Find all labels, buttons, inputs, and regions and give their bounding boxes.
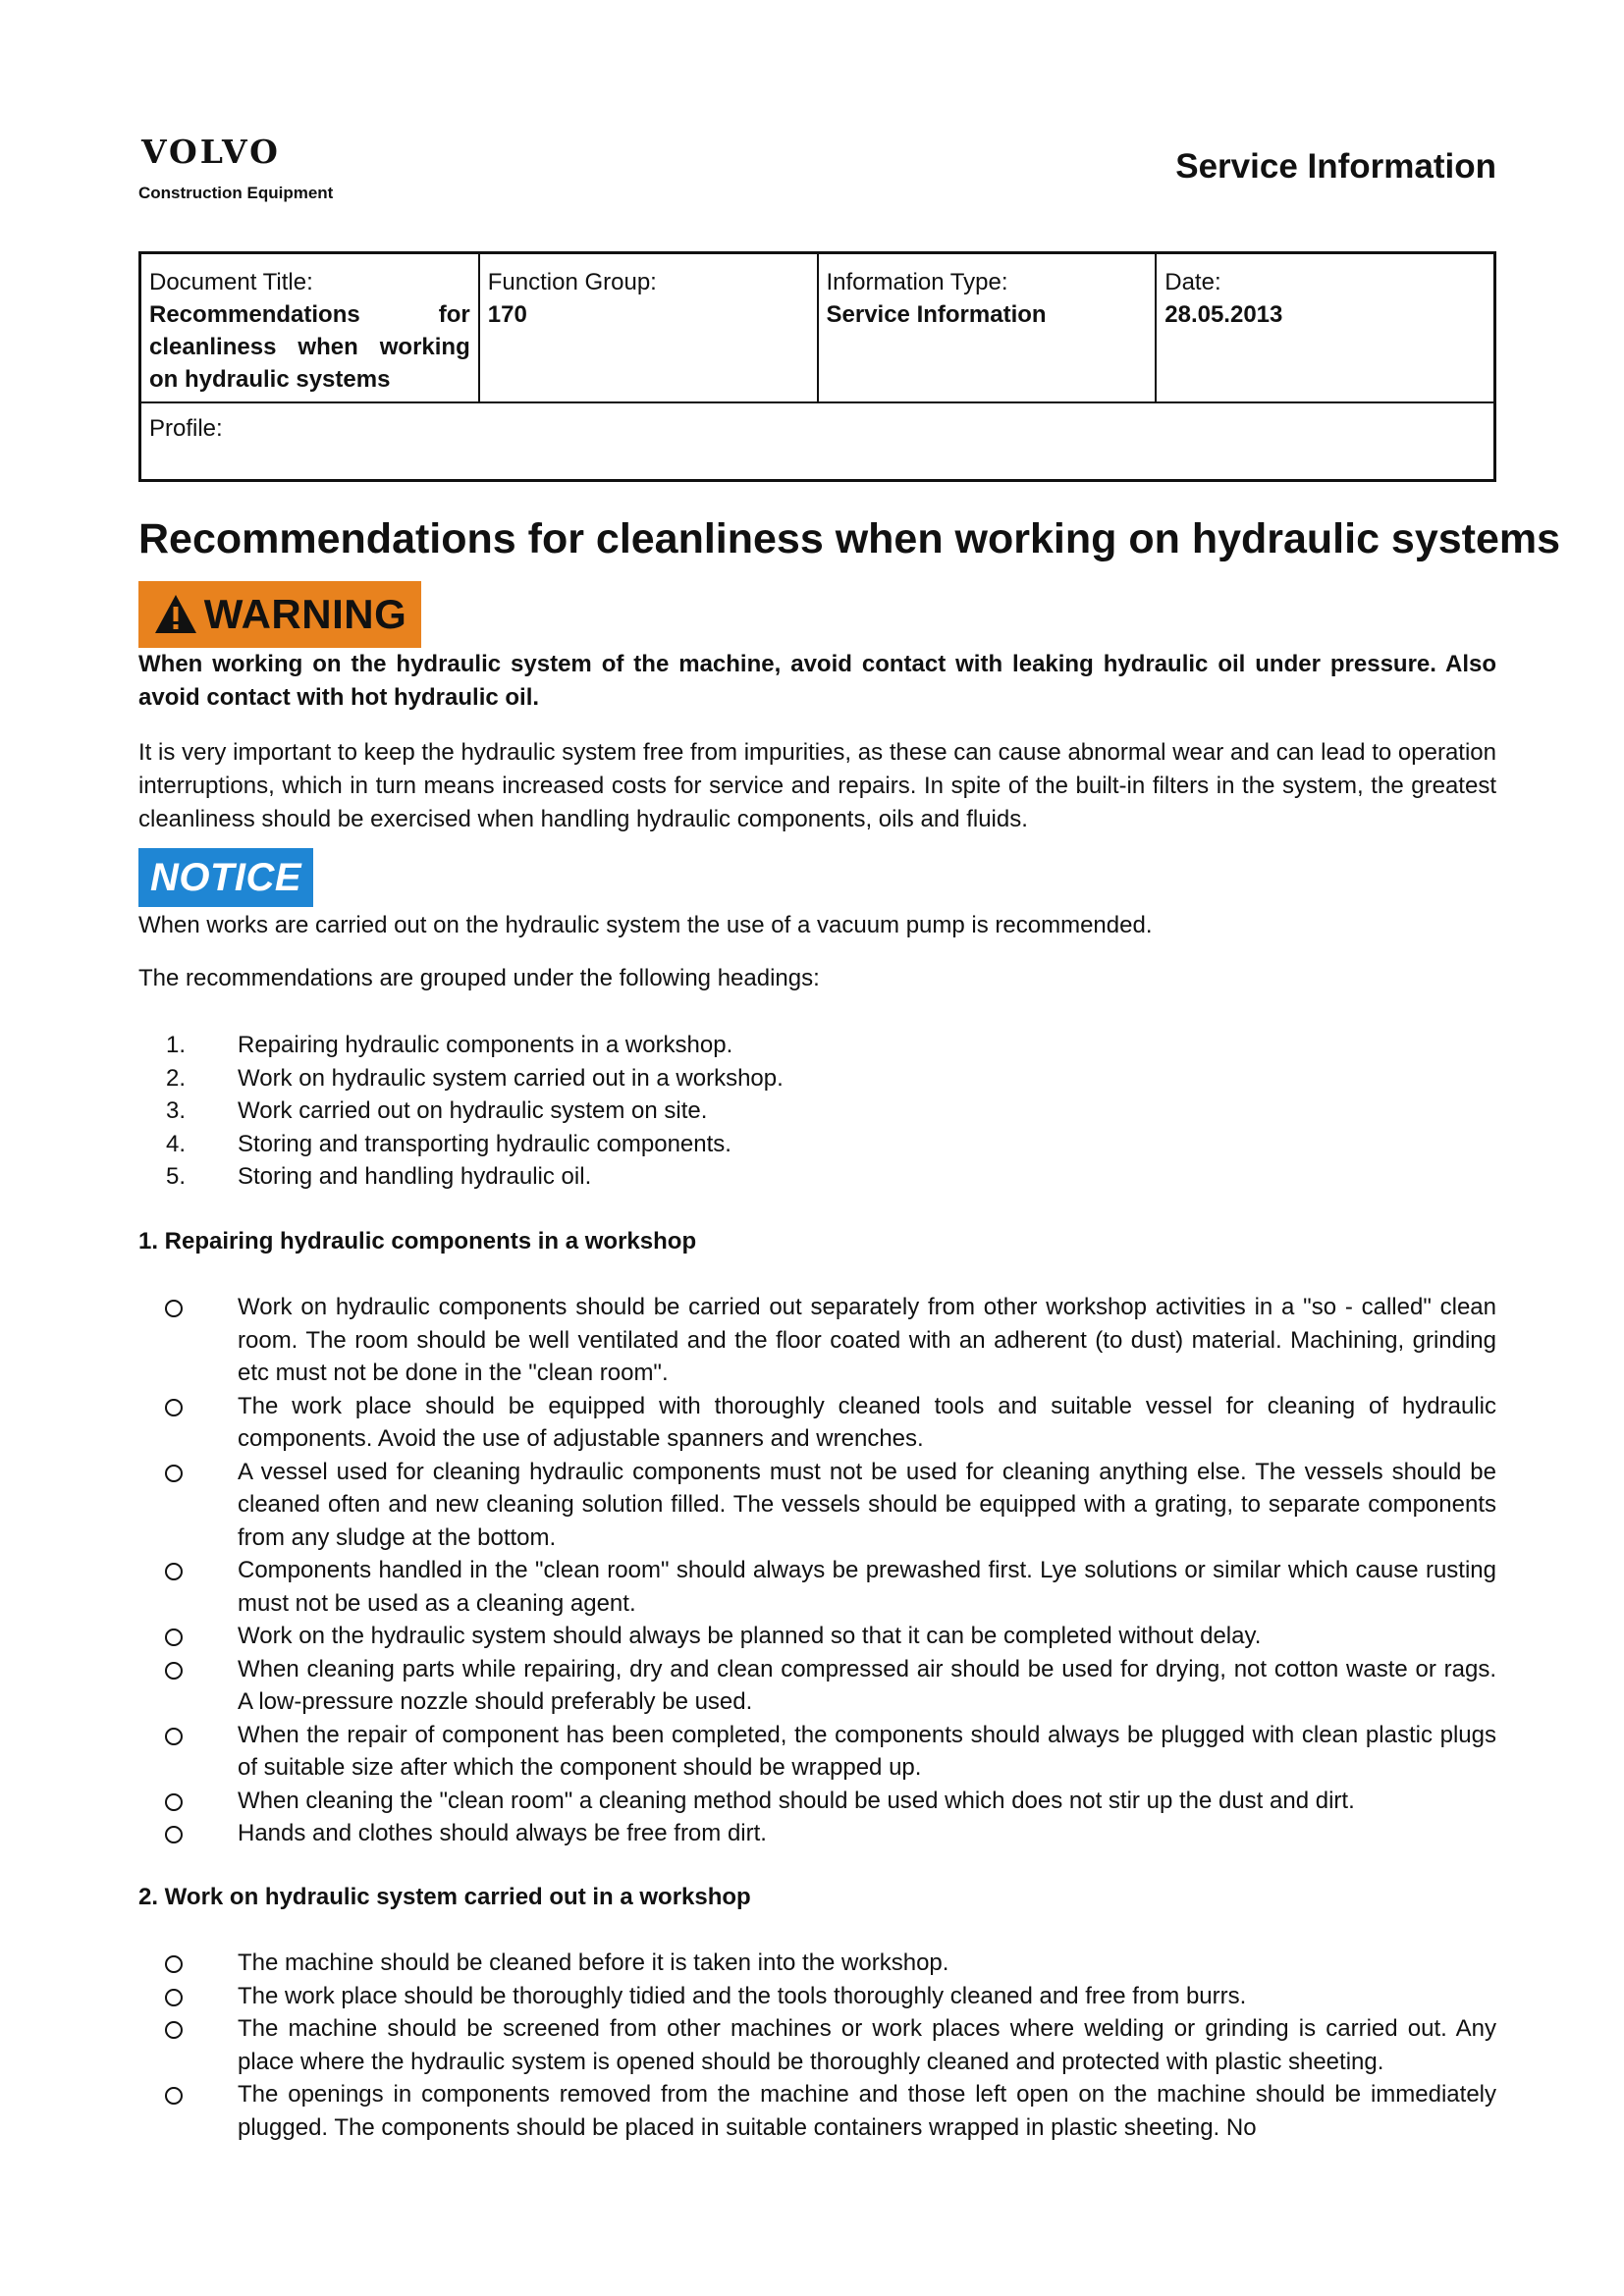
information-type-label: Information Type: [826, 269, 1008, 295]
list-item [138, 1128, 1496, 1161]
section-2-list [138, 1947, 1496, 2144]
bullet-circle-icon [165, 1662, 183, 1680]
notice-badge [138, 848, 313, 907]
bullet-circle-icon [165, 1465, 183, 1482]
list-item-text: The machine should be cleaned before it is taken into the workshop. [238, 1949, 949, 1976]
list-item-text: Work on hydraulic system carried out in a workshop. [238, 1064, 784, 1092]
bullet-circle-icon [165, 1563, 183, 1580]
information-type-value: Service Information [826, 301, 1047, 328]
list-item [138, 1160, 1496, 1194]
document-title-cell [141, 254, 478, 401]
document-title-label: Document Title: [149, 269, 313, 295]
bullet-circle-icon [165, 1399, 183, 1416]
brand-logo [138, 135, 333, 203]
list-number: 3. [166, 1097, 187, 1124]
list-item [138, 1554, 1496, 1620]
brand-wordmark: VOLVO [141, 133, 281, 171]
profile-row [141, 403, 1493, 454]
brand-subtitle: Construction Equipment [138, 184, 334, 202]
list-item-text: The work place should be thoroughly tidied and the tools thoroughly cleaned and free from burrs. [238, 1982, 1247, 2009]
document-title-value: Recommendations for cleanliness when working on hydraulic systems [149, 301, 470, 393]
list-item [138, 1029, 1496, 1062]
list-item-text: Work on the hydraulic system should always be planned so that it can be completed without delay. [238, 1623, 1262, 1649]
profile-label: Profile: [149, 415, 223, 442]
document-metadata-table [138, 251, 1496, 482]
list-item-text: The openings in components removed from the machine and those left open on the machine should be immediately plugged. The components should be placed in suitable containers wrapped in plastic sheeting. No [238, 2081, 1496, 2141]
list-item [138, 1947, 1496, 1980]
section-2-heading: 2. Work on hydraulic system carried out in a workshop [138, 1884, 751, 1910]
list-item [138, 2012, 1496, 2078]
function-group-value: 170 [487, 301, 527, 328]
bullet-circle-icon [165, 2087, 183, 2105]
section-1-heading: 1. Repairing hydraulic components in a workshop [138, 1228, 697, 1255]
bullet-circle-icon [165, 1629, 183, 1646]
list-item-text: A vessel used for cleaning hydraulic components must not be used for cleaning anything else. The vessels should be cleaned often and new cleaning solution filled. The vessels should be equipped with a grating, to separate components from any sludge at the bottom. [238, 1458, 1496, 1551]
metadata-row [141, 254, 1493, 403]
bullet-circle-icon [165, 1728, 183, 1745]
information-type-cell [817, 254, 1156, 401]
list-item-text: The work place should be equipped with thoroughly cleaned tools and suitable vessel for cleaning of hydraulic components. Avoid the use of adjustable spanners and wrenches. [238, 1392, 1496, 1452]
list-item [138, 1456, 1496, 1555]
function-group-cell [478, 254, 817, 401]
list-item-text: Hands and clothes should always be free from dirt. [238, 1820, 767, 1846]
list-item-text: Work carried out on hydraulic system on site. [238, 1097, 708, 1124]
warning-label: WARNING [203, 591, 407, 637]
list-item [138, 1095, 1496, 1128]
list-item-text: The machine should be screened from other machines or work places where welding or grinding is carried out. Any place where the hydraulic system is opened should be thoroughly cleaned and protected with plastic sheeting. [238, 2015, 1496, 2075]
list-item [138, 1291, 1496, 1390]
bullet-circle-icon [165, 1826, 183, 1843]
list-item-text: When cleaning parts while repairing, dry and clean compressed air should be used for drying, not cotton waste or rags. A low-pressure nozzle should preferably be used. [238, 1655, 1496, 1715]
date-value: 28.05.2013 [1164, 301, 1283, 328]
warning-badge [138, 581, 421, 648]
notice-text: When works are carried out on the hydraulic system the use of a vacuum pump is recommended. [138, 912, 1153, 938]
list-item [138, 1620, 1496, 1653]
headings-list [138, 1029, 1496, 1194]
list-item [138, 2078, 1496, 2144]
list-item [138, 1817, 1496, 1850]
function-group-label: Function Group: [487, 269, 657, 295]
page-title: Recommendations for cleanliness when working on hydraulic systems [138, 515, 1561, 562]
list-item-text: When the repair of component has been completed, the components should always be plugged with clean plastic plugs of suitable size after which the component should be wrapped up. [238, 1721, 1496, 1781]
list-number: 5. [166, 1163, 187, 1190]
bullet-circle-icon [165, 1793, 183, 1811]
list-item-text: Storing and transporting hydraulic components. [238, 1130, 731, 1157]
list-number: 4. [166, 1130, 187, 1157]
list-number: 1. [166, 1032, 187, 1058]
list-item-text: Work on hydraulic components should be carried out separately from other workshop activities in a "so - called" clean room. The room should be well ventilated and the floor coated with an adherent (to dust) material. Machining, grinding etc must not be done in the "clean room". [238, 1294, 1496, 1386]
date-cell [1155, 254, 1493, 401]
list-item-text: Storing and handling hydraulic oil. [238, 1163, 592, 1190]
list-item-text: Repairing hydraulic components in a workshop. [238, 1032, 733, 1058]
warning-triangle-icon [153, 592, 198, 637]
notice-label: NOTICE [149, 855, 302, 899]
bullet-circle-icon [165, 2021, 183, 2039]
list-item [138, 1062, 1496, 1095]
list-item [138, 1390, 1496, 1456]
list-item [138, 1785, 1496, 1818]
groups-intro: The recommendations are grouped under the following headings: [138, 965, 820, 991]
list-item-text: When cleaning the "clean room" a cleaning method should be used which does not stir up the dust and dirt. [238, 1787, 1355, 1814]
document-type-heading: Service Information [1175, 147, 1496, 186]
list-item [138, 1719, 1496, 1785]
warning-text: When working on the hydraulic system of the machine, avoid contact with leaking hydraulic oil under pressure. Also avoid contact with hot hydraulic oil. [138, 651, 1496, 711]
list-item-text: Components handled in the "clean room" should always be prewashed first. Lye solutions or similar which cause rusting must not be used as a cleaning agent. [238, 1557, 1496, 1617]
list-item [138, 1980, 1496, 2013]
bullet-circle-icon [165, 1989, 183, 2006]
section-1-list [138, 1291, 1496, 1850]
bullet-circle-icon [165, 1955, 183, 1973]
list-number: 2. [166, 1064, 187, 1092]
intro-paragraph: It is very important to keep the hydraulic system free from impurities, as these can cause abnormal wear and can lead to operation interruptions, which in turn means increased costs for service and repairs. In spite of the built-in filters in the system, the greatest cleanliness should be exercised when handling hydraulic components, oils and fluids. [138, 739, 1496, 832]
bullet-circle-icon [165, 1300, 183, 1317]
list-item [138, 1653, 1496, 1719]
date-label: Date: [1164, 269, 1221, 295]
